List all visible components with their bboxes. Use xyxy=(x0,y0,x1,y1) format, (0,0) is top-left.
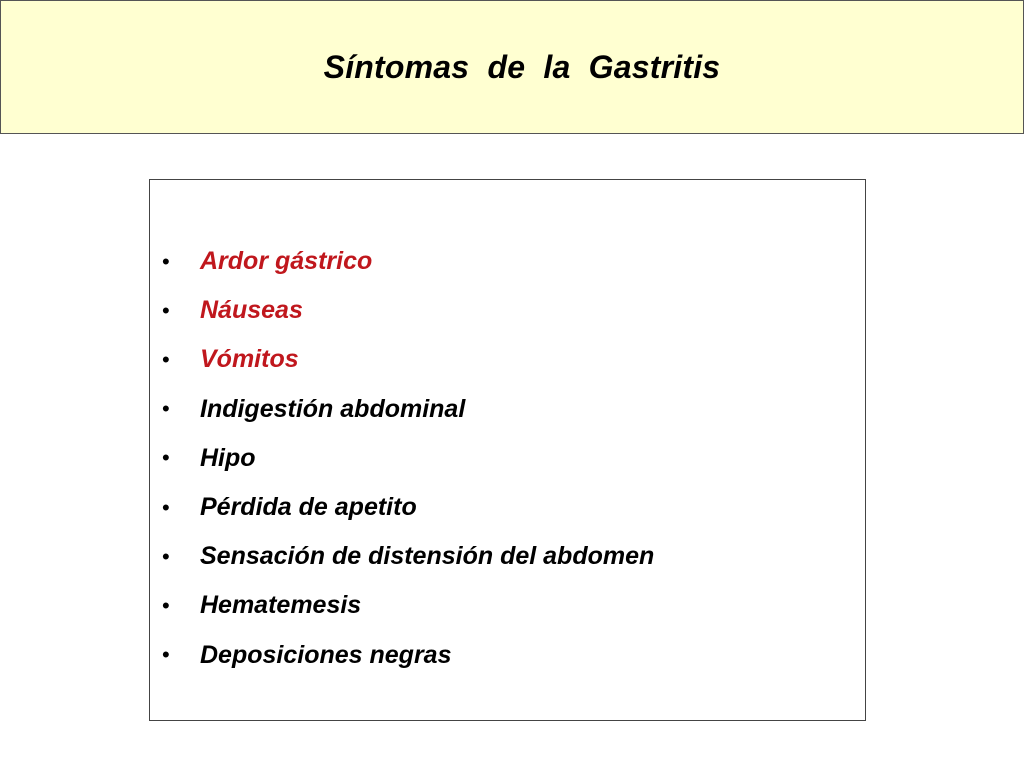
bullet-icon: • xyxy=(162,494,170,520)
bullet-icon: • xyxy=(162,297,170,323)
bullet-icon: • xyxy=(162,592,170,618)
bullet-icon: • xyxy=(162,346,170,372)
symptom-text: Ardor gástrico xyxy=(200,247,373,276)
symptom-text: Indigestión abdominal xyxy=(200,394,466,423)
symptom-text: Hipo xyxy=(200,443,256,472)
symptom-box xyxy=(149,179,866,721)
slide-title: Síntomas de la Gastritis xyxy=(323,48,721,85)
symptom-text: Pérdida de apetito xyxy=(200,493,417,522)
bullet-icon: • xyxy=(162,248,170,274)
bullet-icon: • xyxy=(162,642,170,668)
symptom-text: Hematemesis xyxy=(200,591,362,620)
symptom-text: Vómitos xyxy=(200,345,299,374)
title-banner xyxy=(0,0,1024,134)
bullet-icon: • xyxy=(162,396,170,422)
bullet-icon: • xyxy=(162,543,170,569)
bullet-icon: • xyxy=(162,445,170,471)
symptom-text: Deposiciones negras xyxy=(200,640,452,669)
symptom-text: Sensación de distensión del abdomen xyxy=(200,542,655,571)
symptom-text: Náuseas xyxy=(200,296,303,325)
